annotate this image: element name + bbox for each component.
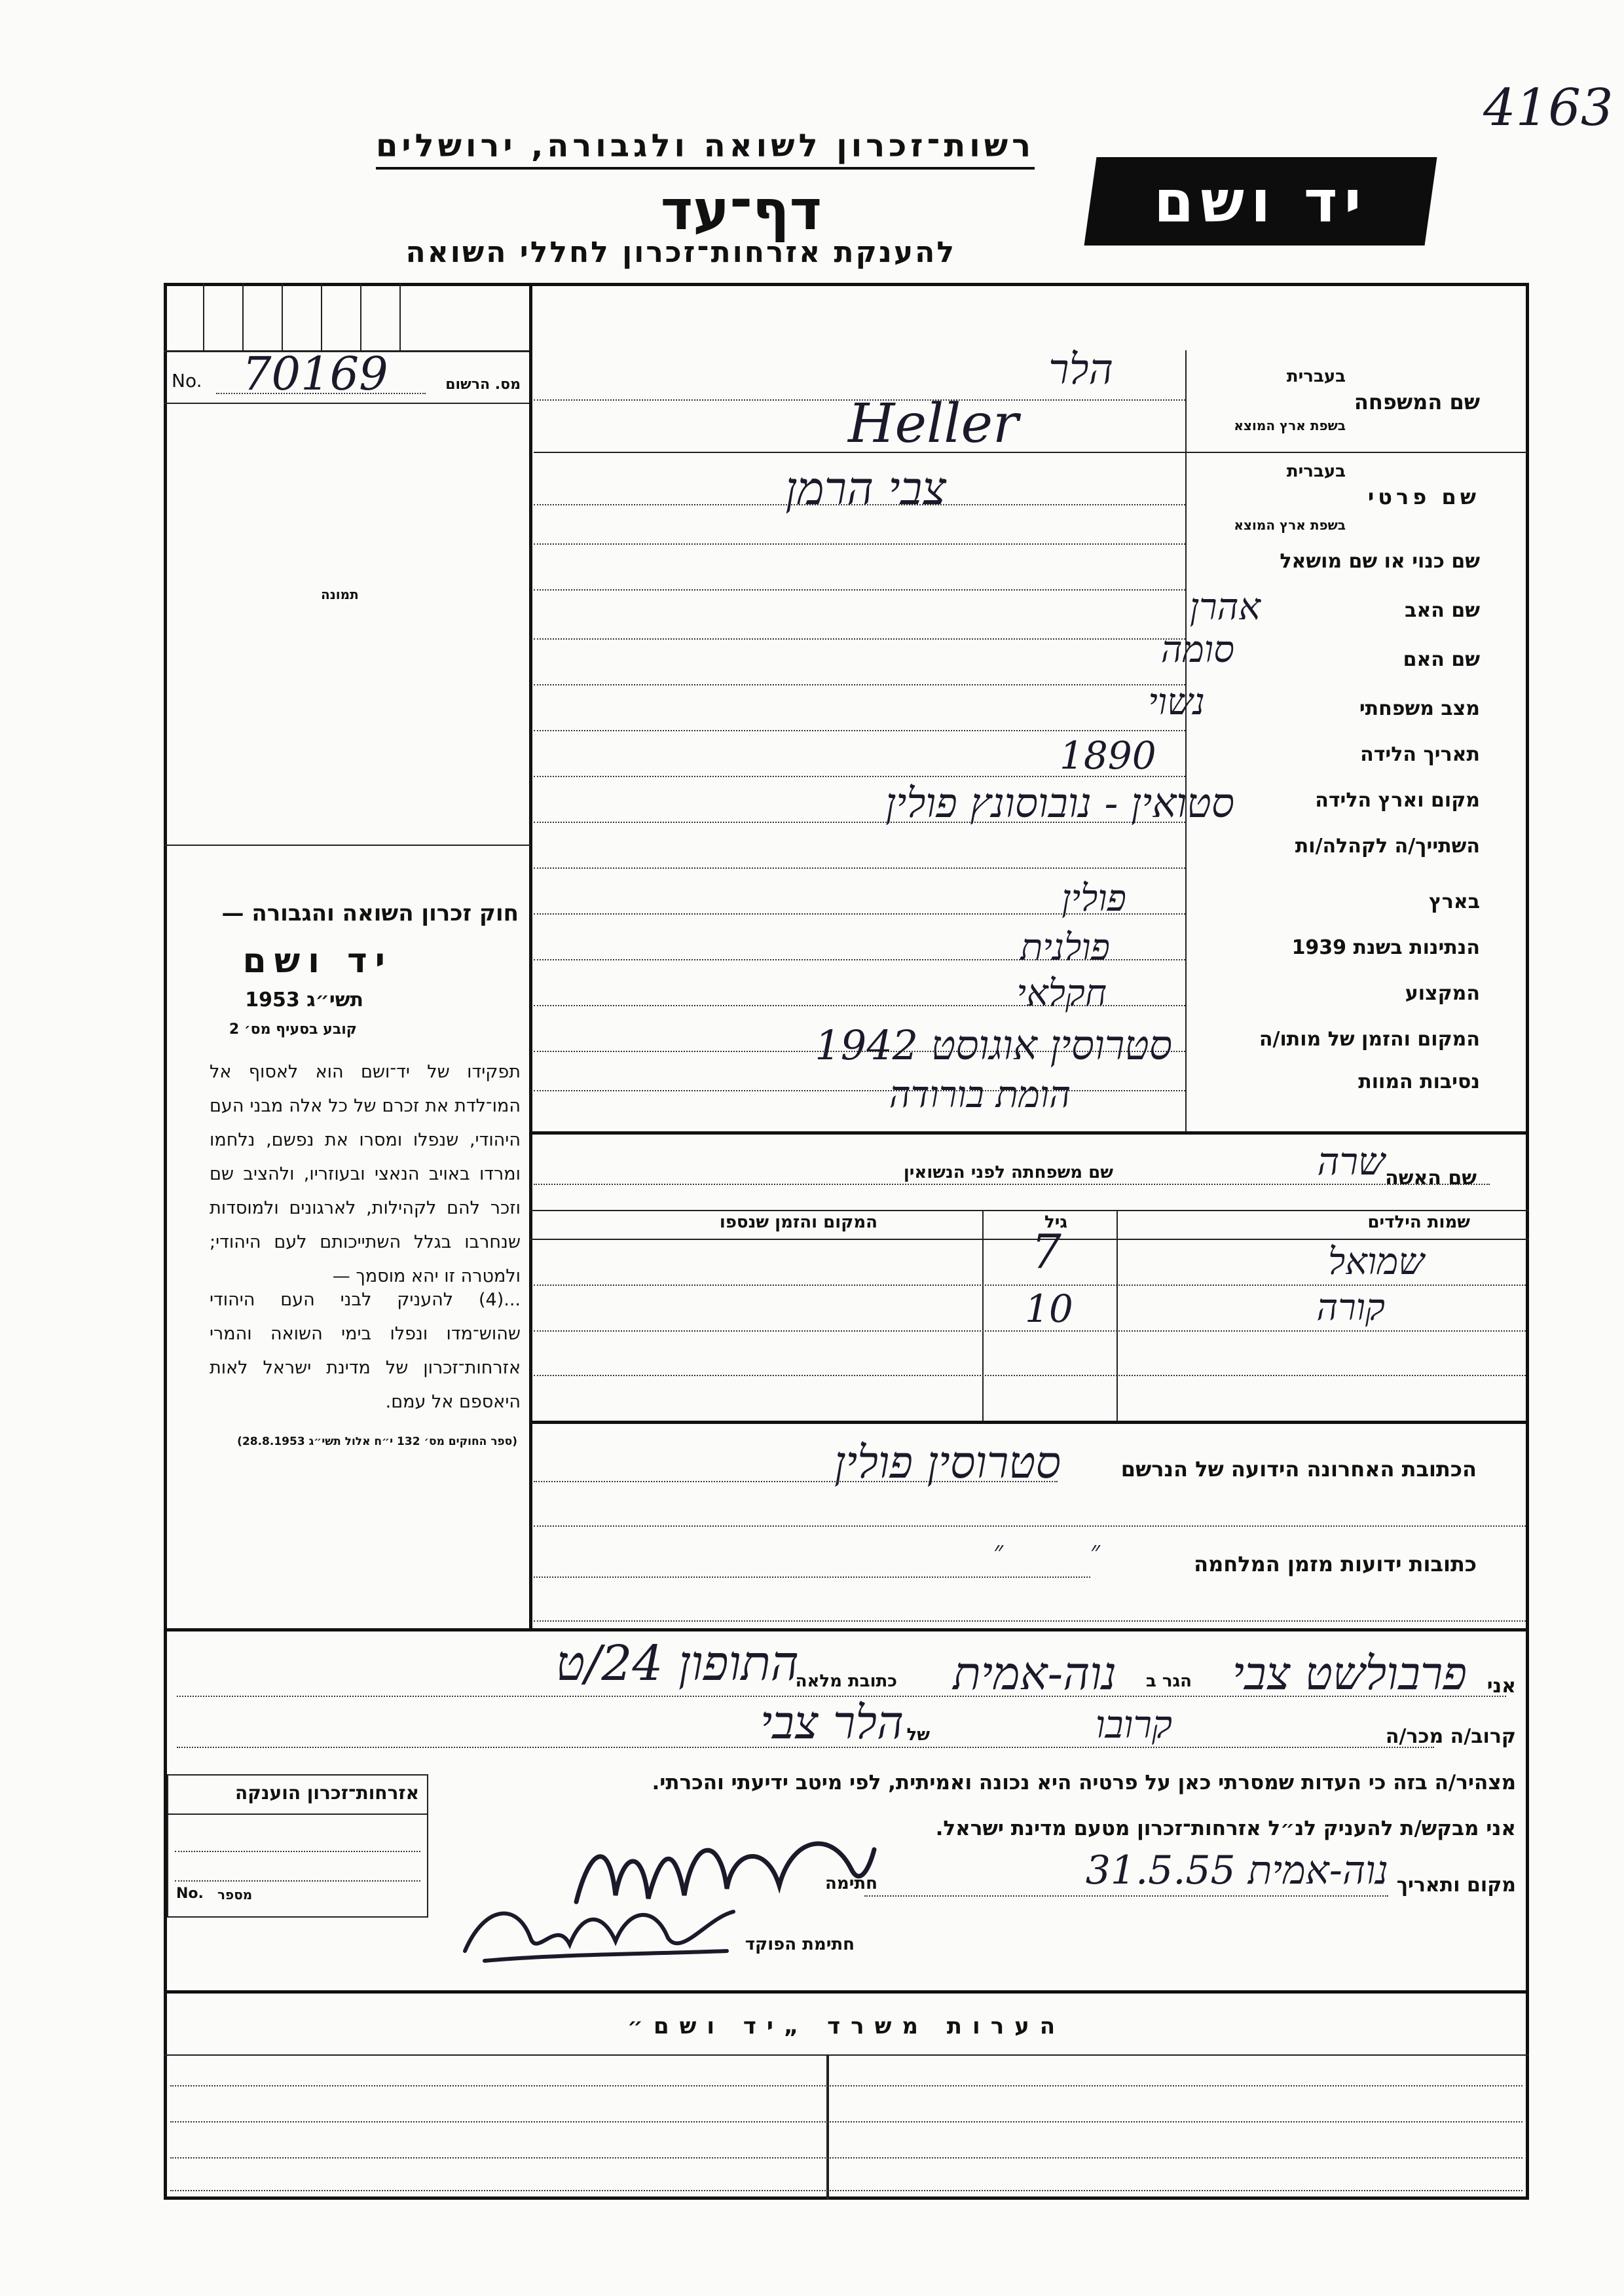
children-names-header: שמות הילדים <box>1367 1212 1470 1232</box>
photo-label: תמונה <box>321 587 359 602</box>
children-age-header: גיל <box>1044 1212 1067 1232</box>
relative-of-value: הלר צבי <box>760 1696 904 1749</box>
officer-signature-label: חתימת הפוקד <box>745 1935 855 1954</box>
mother-name-label: שם האם <box>1403 648 1480 671</box>
wife-maiden-name-label: שם משפחתה לפני הנשואין <box>903 1163 1113 1182</box>
place-date-value: נוה-אמית 31.5.55 <box>1085 1848 1388 1893</box>
death-place-time-value: סטרוסין אוגוסט 1942 <box>815 1021 1172 1069</box>
law-name: יד ושם <box>242 941 393 981</box>
authority-line: רשות־זכרון לשואה ולגבורה, ירושלים <box>376 128 1035 170</box>
citizenship-box-no-label: No. <box>176 1886 204 1902</box>
declarant-resides-label: הגר ב <box>1145 1671 1192 1691</box>
child-2-name: קורה <box>1316 1286 1385 1329</box>
citizenship-box-title: אזרחות־זכרון הוענקה <box>235 1782 419 1804</box>
last-address-label: הכתובת האחרונה הידועה של הנרשם <box>1120 1457 1477 1482</box>
profession-value: חקלאי <box>1016 972 1107 1015</box>
declarant-name-value: פרבולשט צבי <box>1232 1647 1467 1700</box>
birthplace-value: סטואין - נובוסונץ פולין <box>885 779 1234 827</box>
child-1-name: שמואל <box>1328 1241 1424 1283</box>
wife-name-label: שם האשה <box>1385 1167 1477 1190</box>
declarant-i-label: אני <box>1486 1675 1516 1698</box>
family-name-heb-value: הלר <box>1048 346 1113 394</box>
country-value: פולין <box>1061 877 1126 920</box>
death-place-time-label: המקום והזמן של מותו/ה <box>1259 1028 1480 1051</box>
logo-text: יד ושם <box>1153 168 1368 235</box>
registration-no-value: 70169 <box>242 347 388 401</box>
law-paragraph-2: ...(4) להעניק לבני העם היהודי שהוש־מדו ונפלו בימי השואה והמרי אזרחות־זכרון של מדינת ישראל לאות היאספם אל עמם. <box>210 1290 521 1412</box>
signature-label: חתימה <box>825 1874 877 1893</box>
citizenship-1939-label: הנתינות בשנת 1939 <box>1291 936 1480 959</box>
officer-signature <box>458 1892 740 1971</box>
mother-name-value: סומה <box>1160 629 1234 671</box>
last-address-value: סטרוסין פולין <box>834 1437 1061 1489</box>
nickname-label: שם כנוי או שם מושאל <box>1280 550 1480 573</box>
family-name-orig-label: בשפת ארץ המוצא <box>1234 418 1346 433</box>
children-place-header: המקום והזמן שנספו <box>719 1212 877 1232</box>
child-2-age: 10 <box>1025 1286 1073 1331</box>
death-cause-label: נסיבות המוות <box>1358 1070 1480 1093</box>
birthdate-label: תאריך הלידה <box>1360 743 1480 766</box>
law-year: תשי״ג 1953 <box>245 989 363 1011</box>
family-name-orig-value: Heller <box>848 393 1019 455</box>
citizenship-1939-value: פולנית <box>1020 926 1110 969</box>
form-title: דף־עד <box>660 178 822 242</box>
declaration-text: מצהיר/ה בזה כי העדות שמסרתי כאן על פרטיה היא נכונה ואמיתית, לפי מיטב ידיעתי והכרתי. <box>652 1771 1516 1795</box>
wife-name-value: שרה <box>1317 1139 1385 1184</box>
wartime-address-value: ״ ״ <box>993 1536 1100 1566</box>
country-label: בארץ <box>1428 890 1480 913</box>
first-name-label: שם פרטי <box>1367 484 1480 509</box>
registration-no-label: No. <box>172 370 202 392</box>
office-notes-title: הערות משרד „יד ושם״ <box>627 2013 1066 2039</box>
father-name-label: שם האב <box>1405 599 1480 622</box>
first-name-orig-label: בשפת ארץ המוצא <box>1234 517 1346 533</box>
family-name-heb-label: בעברית <box>1286 367 1346 386</box>
form-subtitle: להענקת אזרחות־זכרון לחללי השואה <box>405 236 956 269</box>
declarant-address-value: התופון 24/ט <box>555 1635 799 1692</box>
child-1-age: 7 <box>1031 1224 1061 1279</box>
marital-status-value: נשוי <box>1148 681 1205 723</box>
birthdate-value: 1890 <box>1060 733 1156 778</box>
father-name-value: אהרן <box>1189 586 1261 629</box>
declarant-town-value: נוה-אמית <box>953 1647 1116 1700</box>
law-paragraph-1: תפקידו של יד־ושם הוא לאסוף אל המו־לדת את זכרם של כל אלה מבני העם היהודי, שנפלו ומסרו את נפשם, נלחמו ומרדו באויב הנאצי ובעוזריו, ולהציב שם וזכר להם לקהילות, לארגונים ולמוסדות שנחרבו בגלל השתייכותם לעם היהודי; ולמטרה זו יהא מוסמך — <box>210 1062 521 1286</box>
first-name-heb-value: צבי הרמן <box>785 462 946 515</box>
relative-of-label: של <box>906 1725 930 1745</box>
citizenship-granted-box <box>167 1774 428 1918</box>
registration-heb-label: מס. הרשום <box>445 376 521 393</box>
birthplace-label: מקום וארץ הלידה <box>1315 789 1480 812</box>
family-name-label: שם המשפחה <box>1354 390 1480 414</box>
archive-number: 4163 <box>1483 79 1614 137</box>
law-source: (ספר החוקים מס׳ 132 י״ח אלול תשי״ג 28.8.1953) <box>237 1435 517 1448</box>
request-text: אני מבקש/ת להעניק לנ״ל אזרחות־זכרון מטעם מדינת ישראל. <box>935 1817 1516 1840</box>
community-label: השתייך/ה לקהלה/ות <box>1295 835 1480 858</box>
yad-vashem-logo <box>1084 157 1437 246</box>
marital-status-label: מצב משפחתי <box>1359 697 1480 720</box>
law-clause: קובע בסעיף מס׳ 2 <box>229 1021 357 1038</box>
law-title: חוק זכרון השואה והגבורה — <box>221 900 519 926</box>
place-date-label: מקום ותאריך <box>1396 1874 1516 1897</box>
profession-label: המקצוע <box>1405 982 1480 1005</box>
citizenship-box-number-label: מספר <box>217 1887 253 1903</box>
relative-value: קרובו <box>1095 1702 1172 1747</box>
death-cause-value: הומת בורודה <box>889 1074 1071 1116</box>
wartime-address-label: כתובות ידועות מזמן המלחמה <box>1194 1552 1477 1576</box>
declarant-address-label: כתובת מלאה <box>795 1671 897 1691</box>
first-name-heb-label: בעברית <box>1286 462 1346 481</box>
relative-label: קרוב/ה מכר/ה <box>1385 1725 1516 1748</box>
